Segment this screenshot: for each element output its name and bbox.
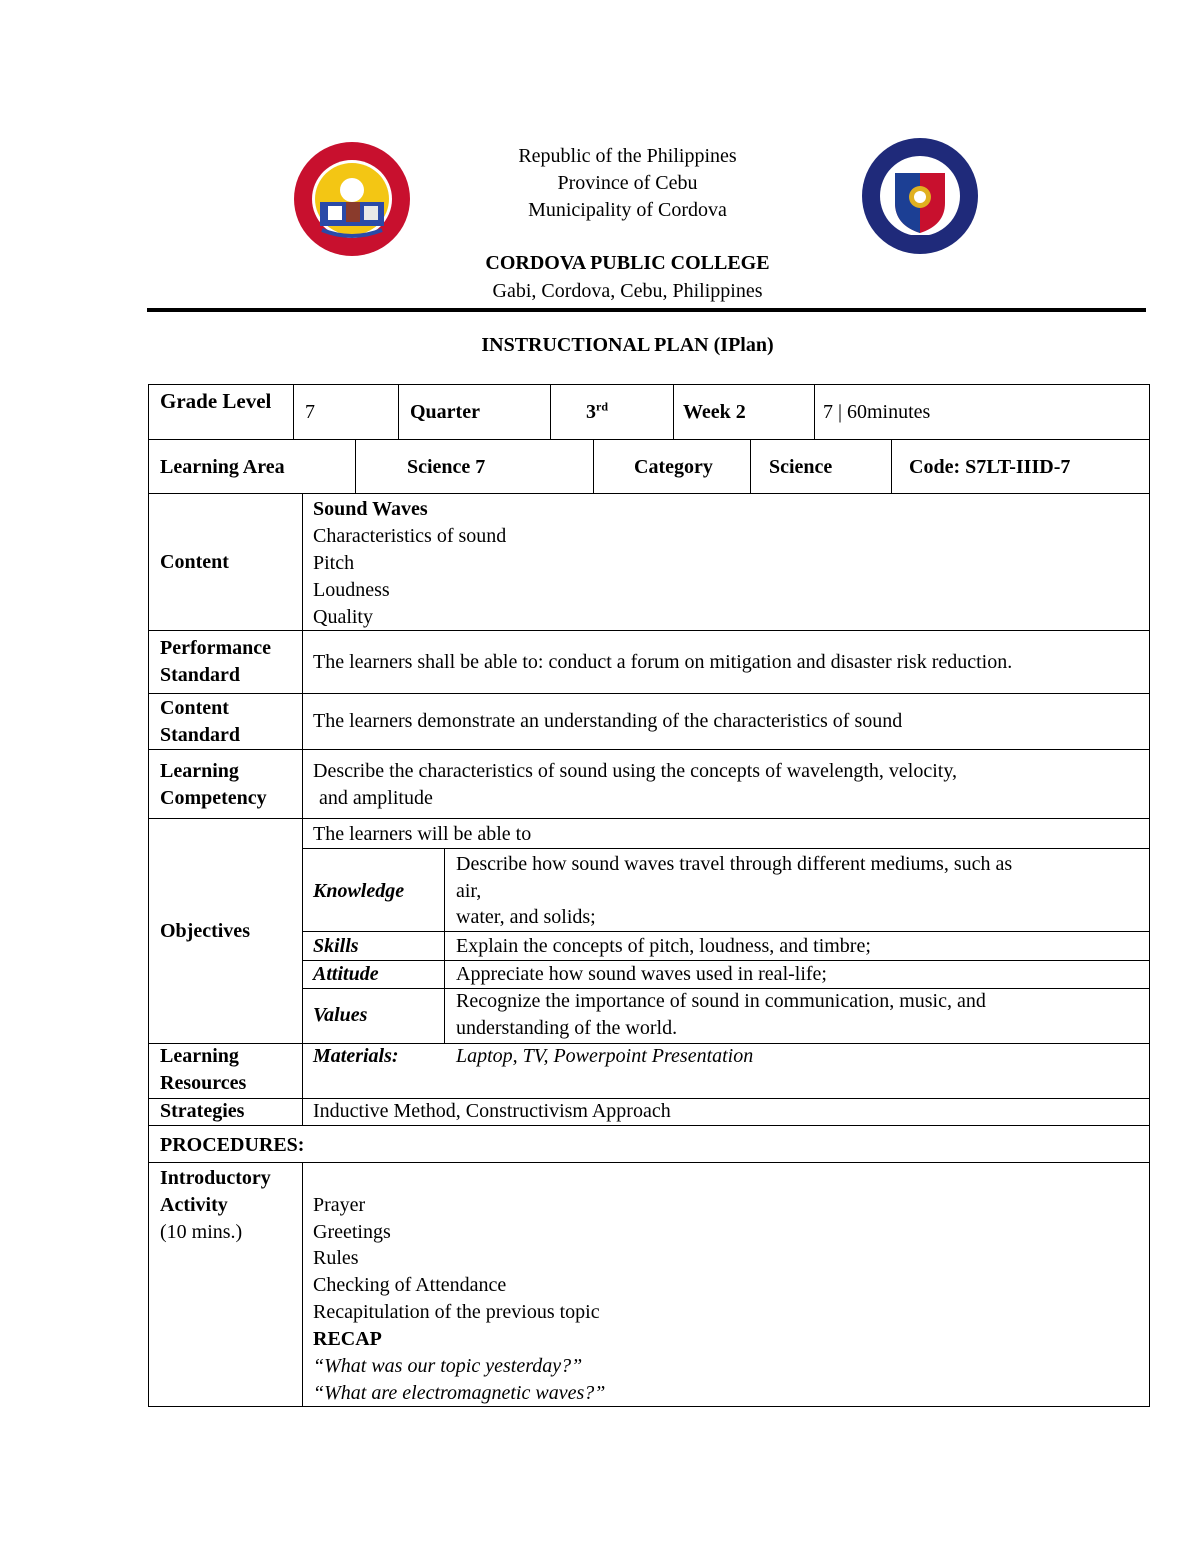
quarter-label: Quarter [410, 401, 480, 423]
document-title: INSTRUCTIONAL PLAN (IPlan) [481, 334, 774, 356]
learning-competency-line: and amplitude [319, 787, 433, 809]
learning-resources-label: Learning [160, 1045, 239, 1067]
college-name: CORDOVA PUBLIC COLLEGE [485, 252, 770, 274]
objectives-intro: The learners will be able to [313, 823, 532, 845]
week-label: Week 2 [683, 401, 746, 423]
values-line: understanding of the world. [456, 1017, 678, 1039]
content-item: Pitch [313, 552, 355, 574]
grade-level-label: Grade Level [160, 389, 272, 413]
quarter-ordinal: rd [596, 399, 608, 414]
strategies-text: Inductive Method, Constructivism Approach [313, 1100, 671, 1122]
duration: 7 | 60minutes [823, 401, 931, 423]
attitude-text: Appreciate how sound waves used in real-life; [456, 963, 827, 985]
learning-competency-label-2: Competency [160, 787, 267, 809]
performance-standard-text: The learners shall be able to: conduct a forum on mitigation and disaster risk reduction. [313, 651, 1013, 673]
college-address: Gabi, Cordova, Cebu, Philippines [492, 280, 763, 302]
performance-standard-label: Performance [160, 637, 272, 659]
learning-competency-label: Learning [160, 760, 239, 782]
header-divider [147, 308, 1146, 312]
learning-area-value: Science 7 [407, 456, 486, 478]
content-item: Quality [313, 606, 373, 628]
values-line: Recognize the importance of sound in communication, music, and [456, 990, 986, 1012]
republic-line: Republic of the Philippines [518, 145, 737, 167]
recap-question: “What are electromagnetic waves?” [313, 1382, 606, 1404]
strategies-label: Strategies [160, 1100, 245, 1122]
content-standard-label: Content [160, 697, 229, 719]
introductory-time: (10 mins.) [160, 1221, 243, 1243]
introductory-item: Rules [313, 1247, 359, 1269]
knowledge-line: Describe how sound waves travel through different mediums, such as [456, 853, 1013, 875]
learning-resources-label-2: Resources [160, 1072, 247, 1094]
municipality-seal [292, 140, 412, 258]
materials-text: Laptop, TV, Powerpoint Presentation [456, 1045, 754, 1067]
municipality-line: Municipality of Cordova [528, 199, 727, 221]
procedures-heading: PROCEDURES: [160, 1134, 305, 1156]
grade-level-value: 7 [305, 401, 315, 423]
competency-code: Code: S7LT-IIID-7 [909, 456, 1071, 478]
content-item: Characteristics of sound [313, 525, 507, 547]
introductory-item: Checking of Attendance [313, 1274, 507, 1296]
category-label: Category [634, 456, 713, 478]
introductory-item: Prayer [313, 1194, 366, 1216]
category-value: Science [769, 456, 833, 478]
skills-text: Explain the concepts of pitch, loudness, and timbre; [456, 935, 871, 957]
content-standard-text: The learners demonstrate an understanding of the characteristics of sound [313, 710, 903, 732]
materials-label: Materials: [313, 1045, 399, 1067]
quarter-value: 3rd [586, 399, 608, 423]
content-title: Sound Waves [313, 498, 428, 520]
introductory-label-2: Activity [160, 1194, 228, 1216]
content-label: Content [160, 551, 229, 573]
college-seal [861, 137, 979, 255]
recap-heading: RECAP [313, 1328, 382, 1350]
content-item: Loudness [313, 579, 390, 601]
learning-competency-line: Describe the characteristics of sound using the concepts of wavelength, velocity, [313, 760, 958, 782]
province-line: Province of Cebu [557, 172, 698, 194]
recap-question: “What was our topic yesterday?” [313, 1355, 583, 1377]
knowledge-line: water, and solids; [456, 906, 596, 928]
introductory-label: Introductory [160, 1167, 271, 1189]
attitude-label: Attitude [313, 963, 379, 985]
knowledge-label: Knowledge [313, 880, 405, 902]
content-standard-label-2: Standard [160, 724, 241, 746]
learning-area-label: Learning Area [160, 456, 285, 478]
knowledge-line: air, [456, 880, 482, 902]
objectives-label: Objectives [160, 920, 250, 942]
performance-standard-label-2: Standard [160, 664, 241, 686]
skills-label: Skills [313, 935, 359, 957]
values-label: Values [313, 1004, 368, 1026]
introductory-item: Recapitulation of the previous topic [313, 1301, 600, 1323]
introductory-item: Greetings [313, 1221, 391, 1243]
